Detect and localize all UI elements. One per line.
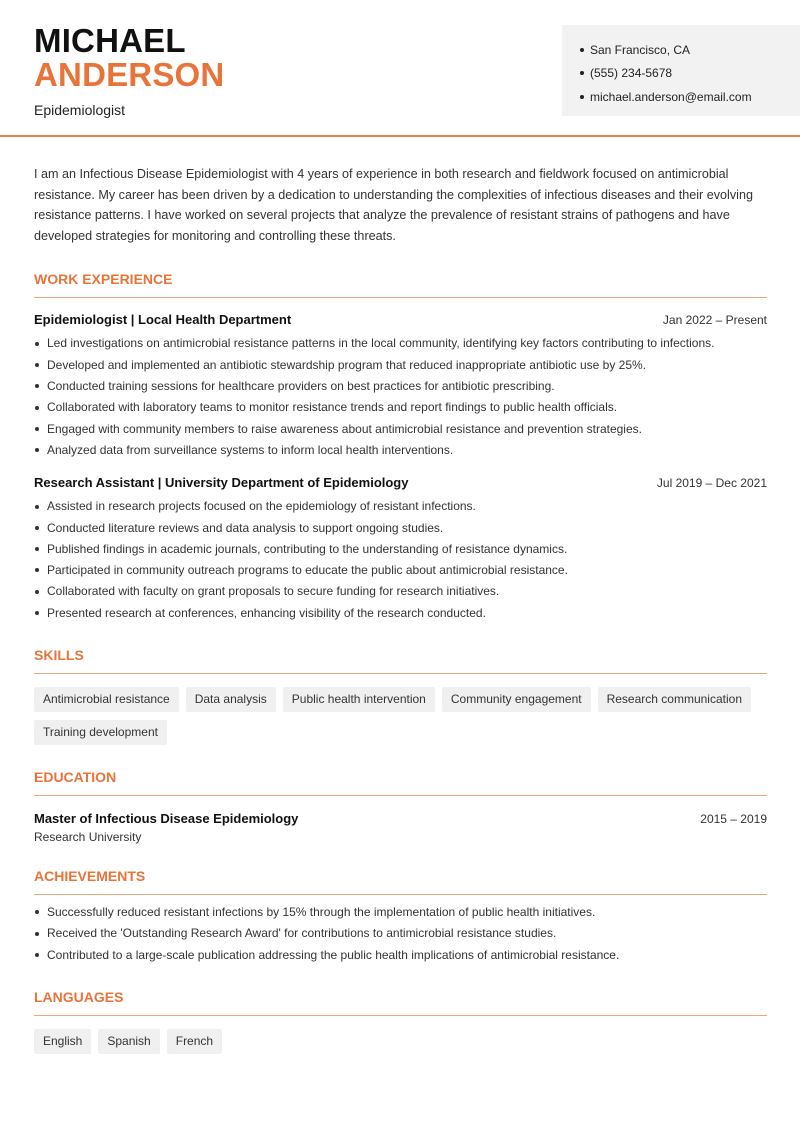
list-item: Successfully reduced resistant infections by 15% through the implementation of public health initiatives. [34, 901, 767, 922]
language-tag: English [34, 1029, 91, 1054]
skill-tag: Data analysis [186, 687, 276, 712]
list-item: Developed and implemented an antibiotic stewardship program that reduced inappropriate antibiotic use by 25%. [34, 354, 767, 375]
contact-location [580, 38, 784, 62]
language-tags [34, 1029, 767, 1054]
list-item: Assisted in research projects focused on the epidemiology of resistant infections. [34, 496, 767, 517]
list-item: Analyzed data from surveillance systems to inform local health interventions. [34, 439, 767, 460]
section-title-languages: LANGUAGES [34, 989, 767, 1016]
job-bullets [34, 496, 767, 624]
resume-header [0, 0, 800, 137]
list-item: Received the 'Outstanding Research Award' for contributions to antimicrobial resistance studies. [34, 923, 767, 944]
list-item: Engaged with community members to raise awareness about antimicrobial resistance and prevention strategies. [34, 418, 767, 439]
job-bullets [34, 333, 767, 461]
job-entry-1 [34, 312, 767, 461]
job-dates: Jul 2019 – Dec 2021 [656, 475, 767, 490]
job-role: Research Assistant | University Department of Epidemiology [34, 474, 409, 490]
first-name: MICHAEL [34, 22, 186, 59]
section-title-education: EDUCATION [34, 769, 767, 796]
skills-tags [34, 687, 767, 745]
edu-degree: Master of Infectious Disease Epidemiology [34, 811, 299, 827]
phone-text: (555) 234-5678 [590, 66, 673, 81]
list-item: Published findings in academic journals, contributing to the understanding of resistance dynamics. [34, 538, 767, 559]
job-dates: Jan 2022 – Present [662, 312, 767, 327]
skill-tag: Antimicrobial resistance [34, 687, 179, 712]
contact-email [580, 85, 784, 109]
job-entry-2 [34, 475, 767, 624]
list-item: Presented research at conferences, enhancing visibility of the research conducted. [34, 602, 767, 623]
contact-box [562, 25, 800, 116]
list-item: Collaborated with faculty on grant proposals to secure funding for research initiatives. [34, 581, 767, 602]
list-item: Conducted literature reviews and data analysis to support ongoing studies. [34, 517, 767, 538]
education-entry [34, 811, 767, 826]
resume-content [34, 164, 767, 1054]
bullet-icon [580, 71, 584, 75]
language-tag: Spanish [98, 1029, 159, 1054]
list-item: Collaborated with laboratory teams to monitor resistance trends and report findings to public health officials. [34, 397, 767, 418]
language-tag: French [167, 1029, 222, 1054]
job-role: Epidemiologist | Local Health Department [34, 311, 292, 327]
bullet-icon [580, 48, 584, 52]
edu-school: Research University [34, 830, 142, 845]
skill-tag: Community engagement [442, 687, 591, 712]
bullet-icon [580, 95, 584, 99]
list-item: Contributed to a large-scale publication addressing the public health implications of antimicrobial resistance. [34, 944, 767, 965]
achievements-list [34, 901, 767, 965]
edu-dates: 2015 – 2019 [700, 812, 767, 827]
skill-tag: Public health intervention [283, 687, 435, 712]
skill-tag: Research communication [598, 687, 751, 712]
location-text: San Francisco, CA [590, 42, 691, 57]
list-item: Conducted training sessions for healthcare providers on best practices for antibiotic prescribing. [34, 375, 767, 396]
section-title-skills: SKILLS [34, 647, 767, 674]
section-title-work: WORK EXPERIENCE [34, 271, 767, 298]
list-item: Led investigations on antimicrobial resistance patterns in the local community, identifying key factors contributing to infections. [34, 333, 767, 354]
skill-tag: Training development [34, 720, 167, 745]
name-block [34, 24, 224, 118]
section-title-achievements: ACHIEVEMENTS [34, 868, 767, 895]
summary-text: I am an Infectious Disease Epidemiologist with 4 years of experience in both research and fieldwork focused on antimicrobial resistance. My career has been driven by a dedication to understanding the complexities of infectious diseases and their evolving resistance patterns. I have worked on several projects that analyze the prevalence of resistant strains of pathogens and have developed strategies for monitoring and controlling these threats. [34, 167, 753, 244]
job-title: Epidemiologist [34, 102, 126, 118]
contact-phone [580, 62, 784, 86]
last-name: ANDERSON [34, 56, 225, 93]
list-item: Participated in community outreach programs to educate the public about antimicrobial resistance. [34, 559, 767, 580]
email-text: michael.anderson@email.com [590, 89, 752, 104]
